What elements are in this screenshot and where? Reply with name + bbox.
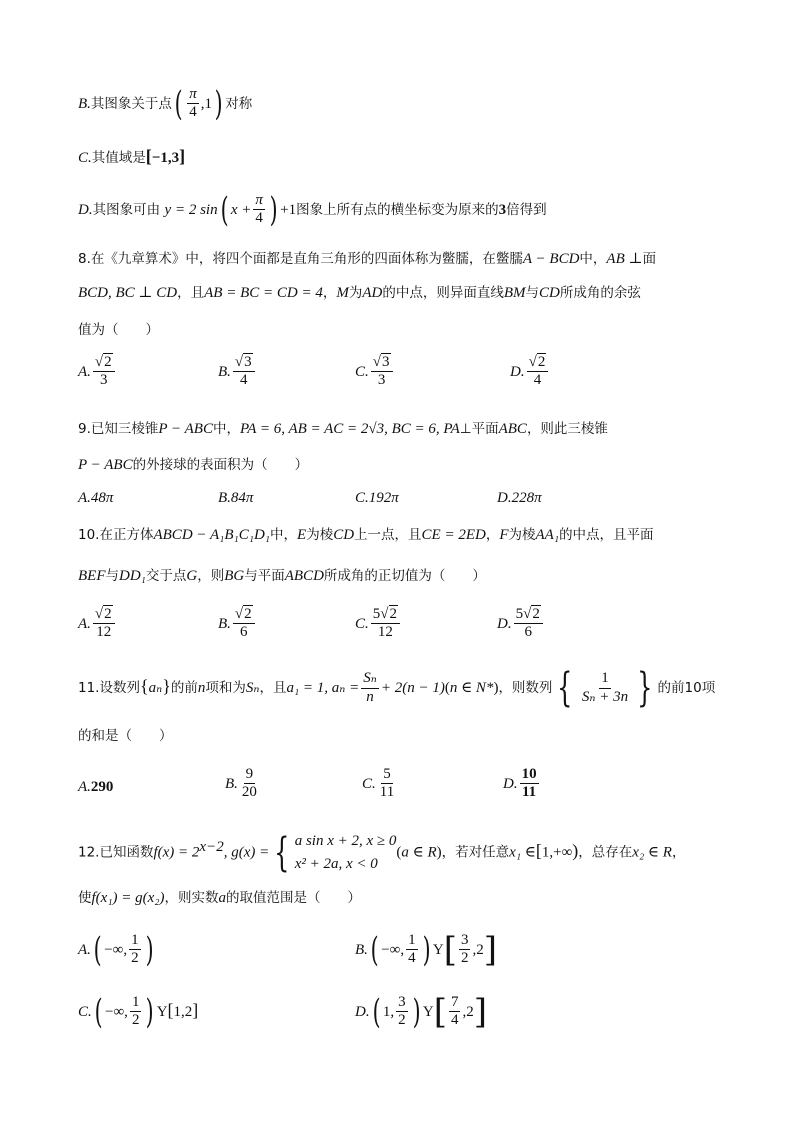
q10-option-a: A. $\frac{√2}{12}$ [78,606,117,642]
q10-line-1: 10.在正方体ABCD − A₁B₁C₁D₁中，E为棱CD上一点，且CE = 2ED，F为棱AA₁的中点，且平面 [78,527,654,543]
q12-line-1: 12.已知函数$f(x) = 2^{x-2}$, g(x) = { a sin x + 2, x ≥ 0 x² + 2a, x < 0 (a ∈ R)，若对任意x₁ ∈[1,+∞)，总存在x₂ ∈ R， [78,829,686,876]
q11-option-a: A.290 [78,779,114,795]
piecewise-cases: a sin x + 2, x ≥ 0 x² + 2a, x < 0 [294,833,397,872]
q7-option-d: D.其图象可由 y = 2 sin( x + $\frac{\pi}{4}$ ) +1图象上所有点的横坐标变为原来的3倍得到 [78,189,547,230]
q9-line-1: 9.已知三棱锥P − ABC中，PA = 6, AB = AC = 2√3, BC = 6, PA⊥平面ABC，则此三棱锥 [78,421,608,437]
q11-option-b: B. $\frac{9}{20}$ [225,766,257,801]
q12-option-d: D.( 1, $\frac{3}{2}$ ) Y[ $\frac{7}{4}$ ,2] [355,991,487,1032]
fraction: $\frac{\pi}{4}$ [189,86,197,121]
q11-line-2: 的和是（ ） [78,728,173,744]
q9-line-2: P − ABC的外接球的表面积为（ ） [78,457,309,473]
q8-line-1: 8.在《九章算术》中，将四个面都是直角三角形的四面体称为鳖臑，在鳖臑A − BCD中，AB ⊥面 [78,251,657,267]
q8-option-a: A. $\frac{√2}{3}$ [78,354,117,390]
fraction: $\frac{\pi}{4}$ [255,192,263,227]
q12-option-b: B.( −∞, $\frac{1}{4}$ ) Y[ $\frac{3}{2}$ ,2] [355,929,497,970]
q7-option-b: B.其图象关于点( $\frac{\pi}{4}$ ,1) 对称 [78,83,253,124]
q8-line-3: 值为（ ） [78,322,159,338]
q9-option-d: D.228π [497,490,542,506]
q10-line-2: BEF与DD₁交于点G，则BG与平面ABCD所成角的正切值为（ ） [78,568,486,584]
q12-line-2: 使f(x₁) = g(x₂)，则实数a的取值范围是（ ） [78,890,362,906]
q9-option-c: C.192π [355,490,399,506]
q8-option-b: B. $\frac{√3}{4}$ [218,354,257,390]
q9-option-a: A.48π [78,490,114,506]
q10-option-b: B. $\frac{√2}{6}$ [218,606,257,642]
q11-option-c: C. $\frac{5}{11}$ [362,766,395,801]
q12-option-c: C.( −∞, $\frac{1}{2}$ ) Y[1,2] [78,991,199,1032]
q8-line-2: BCD, BC ⊥ CD，且AB = BC = CD = 4，M为AD的中点，则异面直线BM与CD所成角的余弦 [78,285,641,301]
q8-option-d: D. $\frac{√2}{4}$ [510,354,550,390]
q10-option-c: C. $\frac{5√2}{12}$ [355,606,402,642]
q11-line-1: 11.设数列{aₙ}的前n项和为Sₙ，且a₁ = 1, aₙ = $\frac{\text{Sₙ}}{n}$ + 2(n − 1)(n ∈ N*)，则数列 { $\frac{1}{\text{Sₙ + 3n}}$ } 的前10项 [78,665,716,711]
q10-option-d: D. $\frac{5√2}{6}$ [497,606,545,642]
q8-option-c: C. $\frac{√3}{3}$ [355,354,395,390]
q7-option-c: C.其值域是[−1,3] [78,146,186,166]
q9-option-b: B.84π [218,490,254,506]
q12-option-a: A.( −∞, $\frac{1}{2}$ ) [78,929,154,970]
q11-option-d: D. $\frac{10}{11}$ [503,766,537,801]
